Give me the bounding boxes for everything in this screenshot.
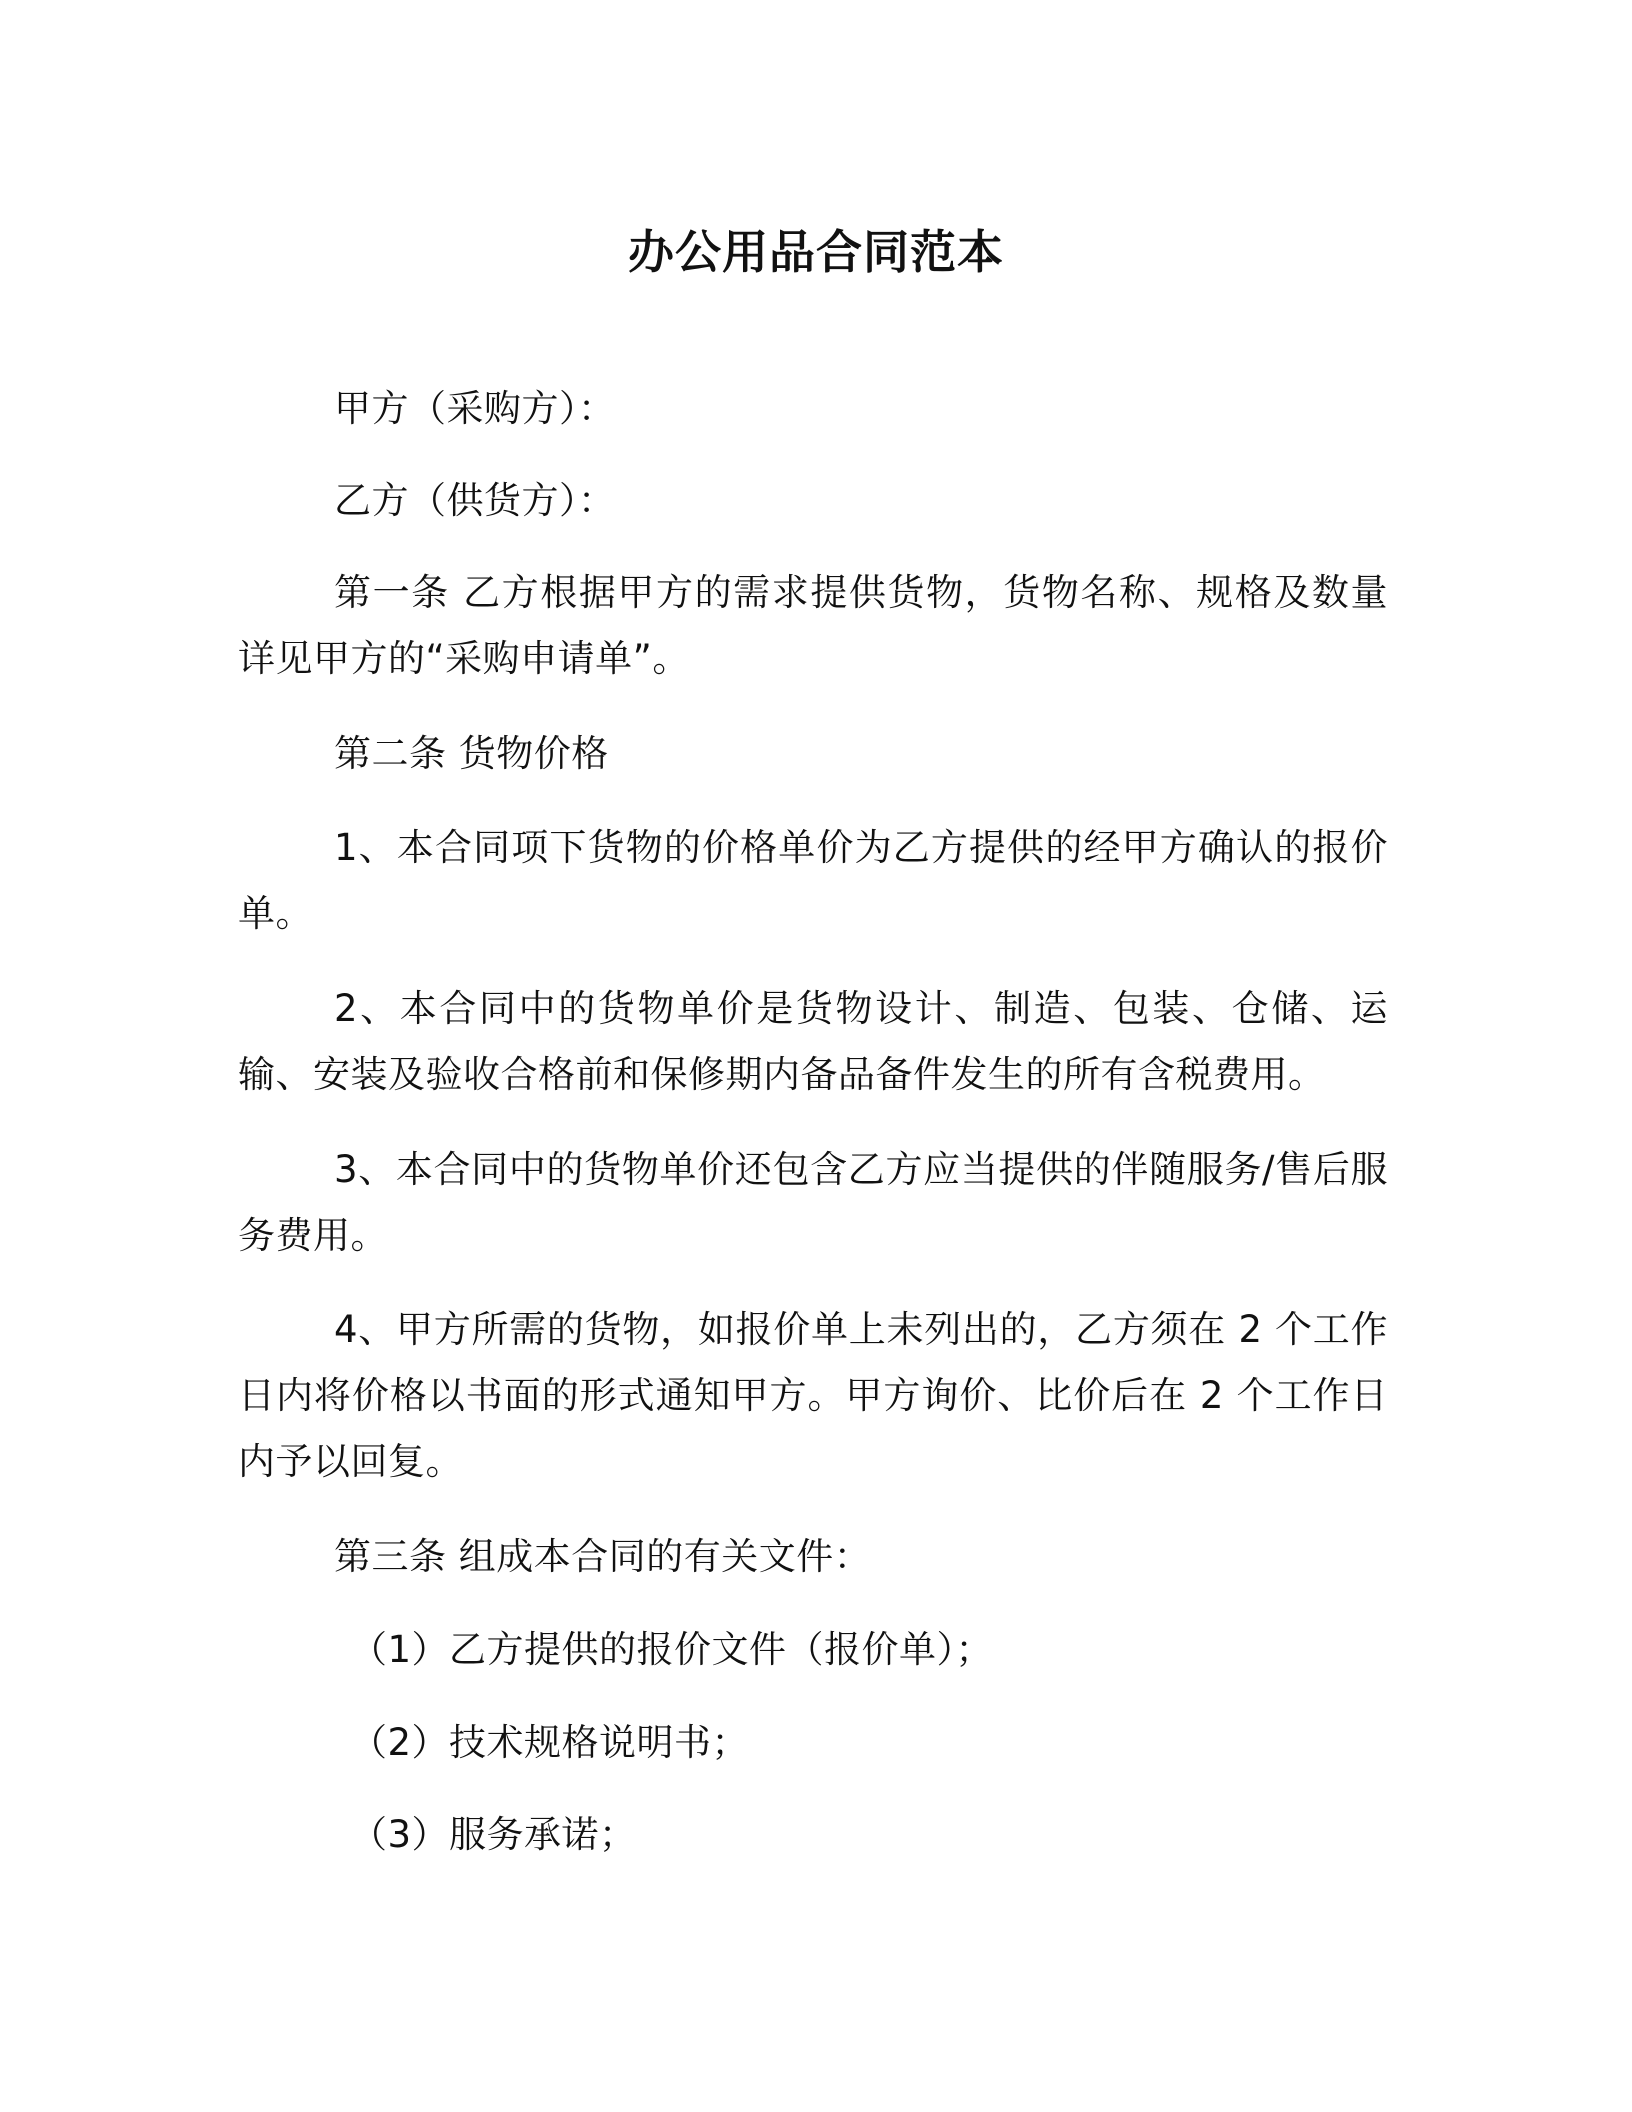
article-3-heading: 第三条 组成本合同的有关文件：: [334, 1535, 872, 1578]
party-b-line: 乙方（供货方）：: [334, 479, 616, 522]
article-3-item-3: （3）服务承诺；: [350, 1813, 637, 1856]
page-title: 办公用品合同范本: [628, 225, 1004, 279]
article-3-item-2: （2）技术规格说明书；: [350, 1721, 750, 1764]
article-2-item-1: 1、本合同项下货物的价格单价为乙方提供的经甲方确认的报价单。: [238, 826, 1388, 935]
article-3-item-1: （1）乙方提供的报价文件（报价单）；: [350, 1628, 994, 1671]
article-2-item-3: 3、本合同中的货物单价还包含乙方应当提供的伴随服务/售后服务费用。: [238, 1148, 1388, 1257]
article-2-item-2: 2、本合同中的货物单价是货物设计、制造、包装、仓储、运输、安装及验收合格前和保修期内备品备件发生的所有含税费用。: [238, 987, 1388, 1096]
article-1: 第一条 乙方根据甲方的需求提供货物，货物名称、规格及数量详见甲方的“采购申请单”。: [238, 571, 1388, 680]
article-2-item-4: 4、甲方所需的货物，如报价单上未列出的，乙方须在 2 个工作日内将价格以书面的形式通知甲方。甲方询价、比价后在 2 个工作日内予以回复。: [238, 1308, 1388, 1483]
party-a-line: 甲方（采购方）：: [334, 387, 616, 430]
article-2-heading: 第二条 货物价格: [334, 732, 609, 775]
